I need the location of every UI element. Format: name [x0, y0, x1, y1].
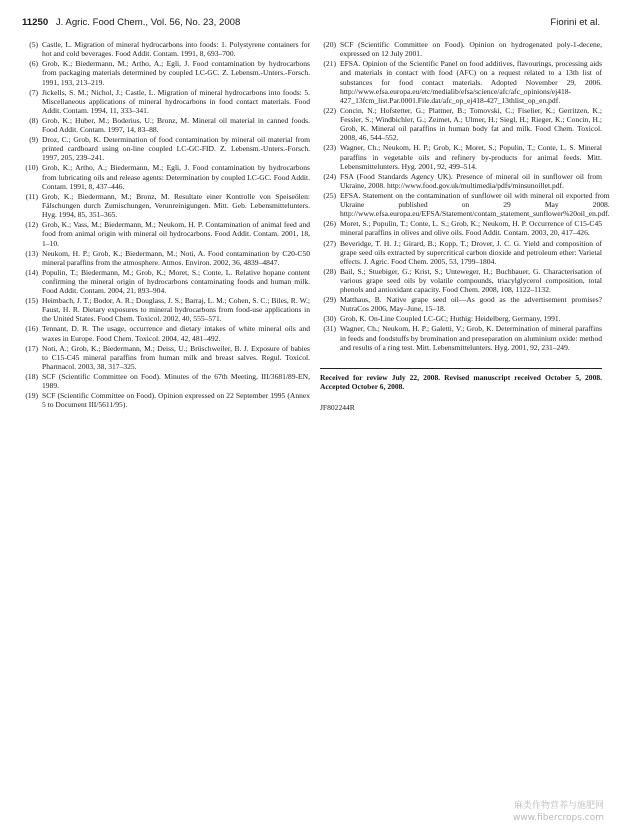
reference-item — [22, 59, 310, 86]
reference-text: Droz, C.; Grob, K. Determination of food contamination by mineral oil material from printed cardboard using on-line coupled LC-GC-FID. Z. Lebensm.-Unters.-Forsch. 1997, 205, 239–241. — [42, 135, 310, 163]
header-left — [22, 16, 240, 30]
reference-number: (22) — [323, 105, 336, 115]
watermark — [513, 800, 604, 824]
reference-text: Beveridge, T. H. J.; Girard, B.; Kopp, T.; Drover, J. C. G. Yield and composition of grape seed oils extracted by supercritical carbon dioxide and petroleum ether: Varietal effects. J. Agric. Food Chem. 2005, 53, 1799–1804. — [340, 238, 602, 266]
reference-number: (30) — [323, 314, 336, 324]
reference-number: (25) — [323, 190, 336, 200]
reference-number: (28) — [323, 266, 336, 276]
reference-text: Concin, N.; Hofstetter, G.; Plattner, B.; Tomovski, C.; Fiselier, K.; Gerritzen, K.; Fessler, S.; Windbichler, G.; Zeimet, A.; Ulmer, H.; Siegl, H.; Rieger, K.; Concin, H.; Grob, K. Mineral oil paraffins in human body fat and milk. Food Chem. Toxicol. 2008, 46, 544–552. — [340, 105, 602, 143]
reference-text: Matthaus, B. Native grape seed oil—As good as the advertisement promises? NutraCos 2006, May–June, 15–18. — [340, 295, 602, 314]
reference-item — [22, 192, 310, 219]
received-dates: Received for review July 22, 2008. Revised manuscript received October 5, 2008. Accepted October 6, 2008. — [320, 368, 602, 391]
reference-item — [320, 172, 602, 190]
watermark-line-1: 麻类作物营养与施肥网 — [513, 801, 604, 811]
manuscript-id: JF802244R — [320, 403, 355, 413]
reference-number: (20) — [323, 40, 336, 49]
reference-item — [320, 106, 602, 143]
reference-item — [320, 314, 602, 323]
reference-number: (24) — [323, 171, 336, 181]
reference-text: Grob, K.; Huber, M.; Boderius, U.; Bronz, M. Mineral oil material in canned foods. Food Addit. Contam. 1997, 14, 83–88. — [42, 115, 310, 135]
reference-number: (14) — [25, 267, 38, 277]
reference-text: Jickells, S. M.; Nichol, J.; Castle, L. Migration of mineral hydrocarbons into foods: 5. Miscellaneous applications of mineral hydrocarbons in food contact materials. Food Addit. Contam. 1994, 11, 333–341. — [42, 87, 310, 115]
reference-number: (16) — [25, 324, 38, 334]
references-right-list — [320, 40, 610, 352]
reference-item — [320, 267, 602, 294]
reference-number: (5) — [29, 40, 38, 49]
reference-item — [22, 296, 310, 323]
reference-text: FSA (Food Standards Agency UK). Presence of mineral oil in sunflower oil from Ukraine, 2008. http://www.food.gov.uk/multimedia/pdfs/minsunoillet.pdf. — [340, 171, 602, 190]
reference-number: (13) — [25, 248, 38, 258]
reference-item — [320, 59, 602, 105]
references-left-column — [22, 40, 310, 410]
journal-citation: J. Agric. Food Chem., Vol. 56, No. 23, 2008 — [55, 17, 241, 28]
reference-text: Wagner, Ch.; Neukom, H. P.; Grob, K.; Moret, S.; Populin, T.; Conte, L. S. Mineral paraffins in vegetable oils and refinery by-products for animal feeds. Mitt. Lebensmittelunters. Hyg. 2001, 92, 499–514. — [340, 143, 602, 171]
reference-item — [22, 163, 310, 190]
reference-item — [320, 40, 602, 58]
reference-number: (23) — [323, 143, 336, 153]
reference-item — [320, 190, 610, 219]
reference-number: (12) — [25, 220, 38, 230]
header-authors: Fiorini et al. — [550, 17, 600, 28]
reference-text: Bail, S.; Stuebiger, G.; Krist, S.; Unteweger, H.; Buchbauer, G. Characterisation of various grape seed oils by volatile compounds, triacylglycerol composition, total phenols and antioxidant capacity. Food Chem. 2008, 108, 1122–1132. — [340, 266, 602, 295]
reference-text: Heimbach, J. T.; Bodor, A. R.; Douglass, J. S.; Barraj, L. M.; Cohen, S. C.; Biles, R. W.; Faust, H. R. Dietary exposures to mineral hydrocarbons from food-use applications in the United States. Food Chem. Toxicol. 2002, 40, 555–571. — [42, 296, 310, 324]
reference-item — [22, 344, 310, 371]
reference-item — [22, 220, 310, 247]
reference-text: SCF (Scientific Committee on Food). Opinion expressed on 22 September 1995 (Annex 5 to Document III/5611/95). — [42, 391, 310, 410]
reference-number: (18) — [25, 372, 38, 382]
reference-text: Neukom, H. P.; Grob, K.; Biedermann, M.; Noti, A. Food contamination by C20-C50 mineral paraffins from the atmosphere. Atmos. Environ. 2002, 36, 4839–4847. — [42, 248, 310, 267]
reference-number: (17) — [25, 343, 38, 353]
reference-item — [22, 391, 310, 409]
reference-text: EFSA. Opinion of the Scientific Panel on food additives, flavourings, processing aids and materials in contact with food (AFC) on a request related to a 13th list of substances for food contact materials. Adopted November 29, 2006. http://www.efsa.europa.eu/etc/medialib/efsa/science/afc/afc_opinions/ej418-427_13fcm_list.Par.0001.File.dat/afc_op_ej418-427_13thlist_op_en.pdf. — [340, 59, 602, 105]
reference-item — [22, 324, 310, 342]
reference-item — [320, 219, 602, 237]
reference-item — [22, 88, 310, 115]
reference-number: (10) — [25, 163, 38, 173]
reference-text: Grob, K.; Artho, A.; Biedermann, M.; Egli, J. Food contamination by hydrocarbons from lubricating oils and release agents: Determination by coupled LC-GC. Food Addit. Contam. 1991, 8, 437–446. — [42, 163, 310, 191]
reference-item — [320, 143, 602, 170]
reference-text: Grob, K.; Biedermann, M.; Bronz, M. Resultate einer Kontrolle von Speiseölen: Fälschungen durch Zumischungen, Verunreinigungen. Mitt. Geb. Lebensmittelunters. Hyg. 1994, 85, 351–365. — [42, 191, 310, 220]
reference-item — [320, 324, 602, 351]
reference-number: (21) — [323, 59, 336, 69]
references-right-column — [320, 40, 610, 413]
reference-item — [22, 116, 310, 134]
reference-text: Grob, K.; Vass, M.; Biedermann, M.; Neukom, H. P. Contamination of animal feed and food from animal origin with mineral oil hydrocarbons. Food Addit. Contam. 2001, 18, 1–10. — [42, 220, 310, 248]
reference-number: (31) — [323, 324, 336, 334]
reference-item — [22, 268, 310, 295]
reference-number: (15) — [25, 296, 38, 306]
page-number: 11250 — [22, 17, 49, 28]
reference-item — [22, 40, 310, 58]
reference-text: SCF (Scientific Committee on Food). Minutes of the 67th Meeting, III/3681/89-EN, 1989. — [42, 372, 310, 391]
reference-text: Moret, S.; Populin, T.; Conte, L. S.; Grob, K.; Neukom, H. P. Occurrence of C15-C45 mineral paraffins in olives and olive oils. Food Addit. Contam. 2003, 20, 417–426. — [340, 219, 602, 238]
reference-text: Castle, L. Migration of mineral hydrocarbons into foods: 1. Polystyrene containers for hot and cold beverages. Food Addit. Contam. 1991, 8, 693–700. — [42, 40, 310, 59]
reference-text: Wagner, Ch.; Neukom, H. P.; Galetti, V.; Grob, K. Determination of mineral paraffins in feeds and foodstuffs by bromination and preseparation on aluminium oxide: method and results of a ring test. Mitt. Lebensmittelunters. Hyg. 2001, 92, 231–249. — [340, 324, 602, 352]
reference-number: (7) — [29, 87, 38, 97]
reference-number: (29) — [323, 295, 336, 305]
reference-text: Grob, K. On-Line Coupled LC-GC; Huthig: Heidelberg, Germany, 1991. — [340, 314, 561, 324]
reference-number: (9) — [29, 135, 38, 145]
reference-text: Grob, K.; Biedermann, M.; Artho, A.; Egli, J. Food contamination by hydrocarbons from packaging materials determined by coupled LC-GC. Z. Lebensm.-Unters.-Forsch. 1991, 193, 213–219. — [42, 59, 310, 87]
reference-number: (6) — [29, 59, 38, 69]
reference-item — [22, 135, 310, 162]
reference-item — [22, 249, 310, 267]
reference-item — [22, 372, 310, 390]
reference-item — [320, 295, 602, 313]
watermark-line-2: www.fibercrops.com — [513, 813, 604, 823]
reference-text: SCF (Scientific Committee on Food). Opinion on hydrogenated poly-1-decene, expressed on 12 July 2001. — [340, 40, 602, 59]
reference-text: EFSA. Statement on the contamination of sunflower oil with mineral oil exported from Ukraine published on 29 May 2008. http://www.efsa.europa.eu/EFSA/Statement/contam_statement_sunflower%20oil_en.pdf. — [340, 190, 610, 219]
reference-number: (26) — [323, 219, 336, 229]
reference-text: Noti, A.; Grob, K.; Biedermann, M.; Deiss, U.; Brüschweiler, B. J. Exposure of babies to C15-C45 mineral paraffins from human milk and breast salves. Regul. Toxicol. Pharmacol. 2003, 38, 317–325. — [42, 343, 310, 371]
reference-item — [320, 239, 602, 266]
reference-number: (11) — [25, 191, 38, 201]
reference-text: Populin, T.; Biedermann, M.; Grob, K.; Moret, S.; Conte, L. Relative hopane content confirming the mineral origin of hydrocarbons contaminating foods and human milk. Food Addit. Contam. 2004, 21, 893–904. — [42, 267, 310, 296]
reference-number: (8) — [29, 115, 38, 125]
reference-text: Tennant, D. R. The usage, occurrence and dietary intakes of white mineral oils and waxes in Europe. Food Chem. Toxicol. 2004, 42, 481–492. — [42, 324, 310, 343]
reference-number: (19) — [25, 391, 38, 401]
running-header — [22, 16, 600, 30]
reference-number: (27) — [323, 238, 336, 248]
